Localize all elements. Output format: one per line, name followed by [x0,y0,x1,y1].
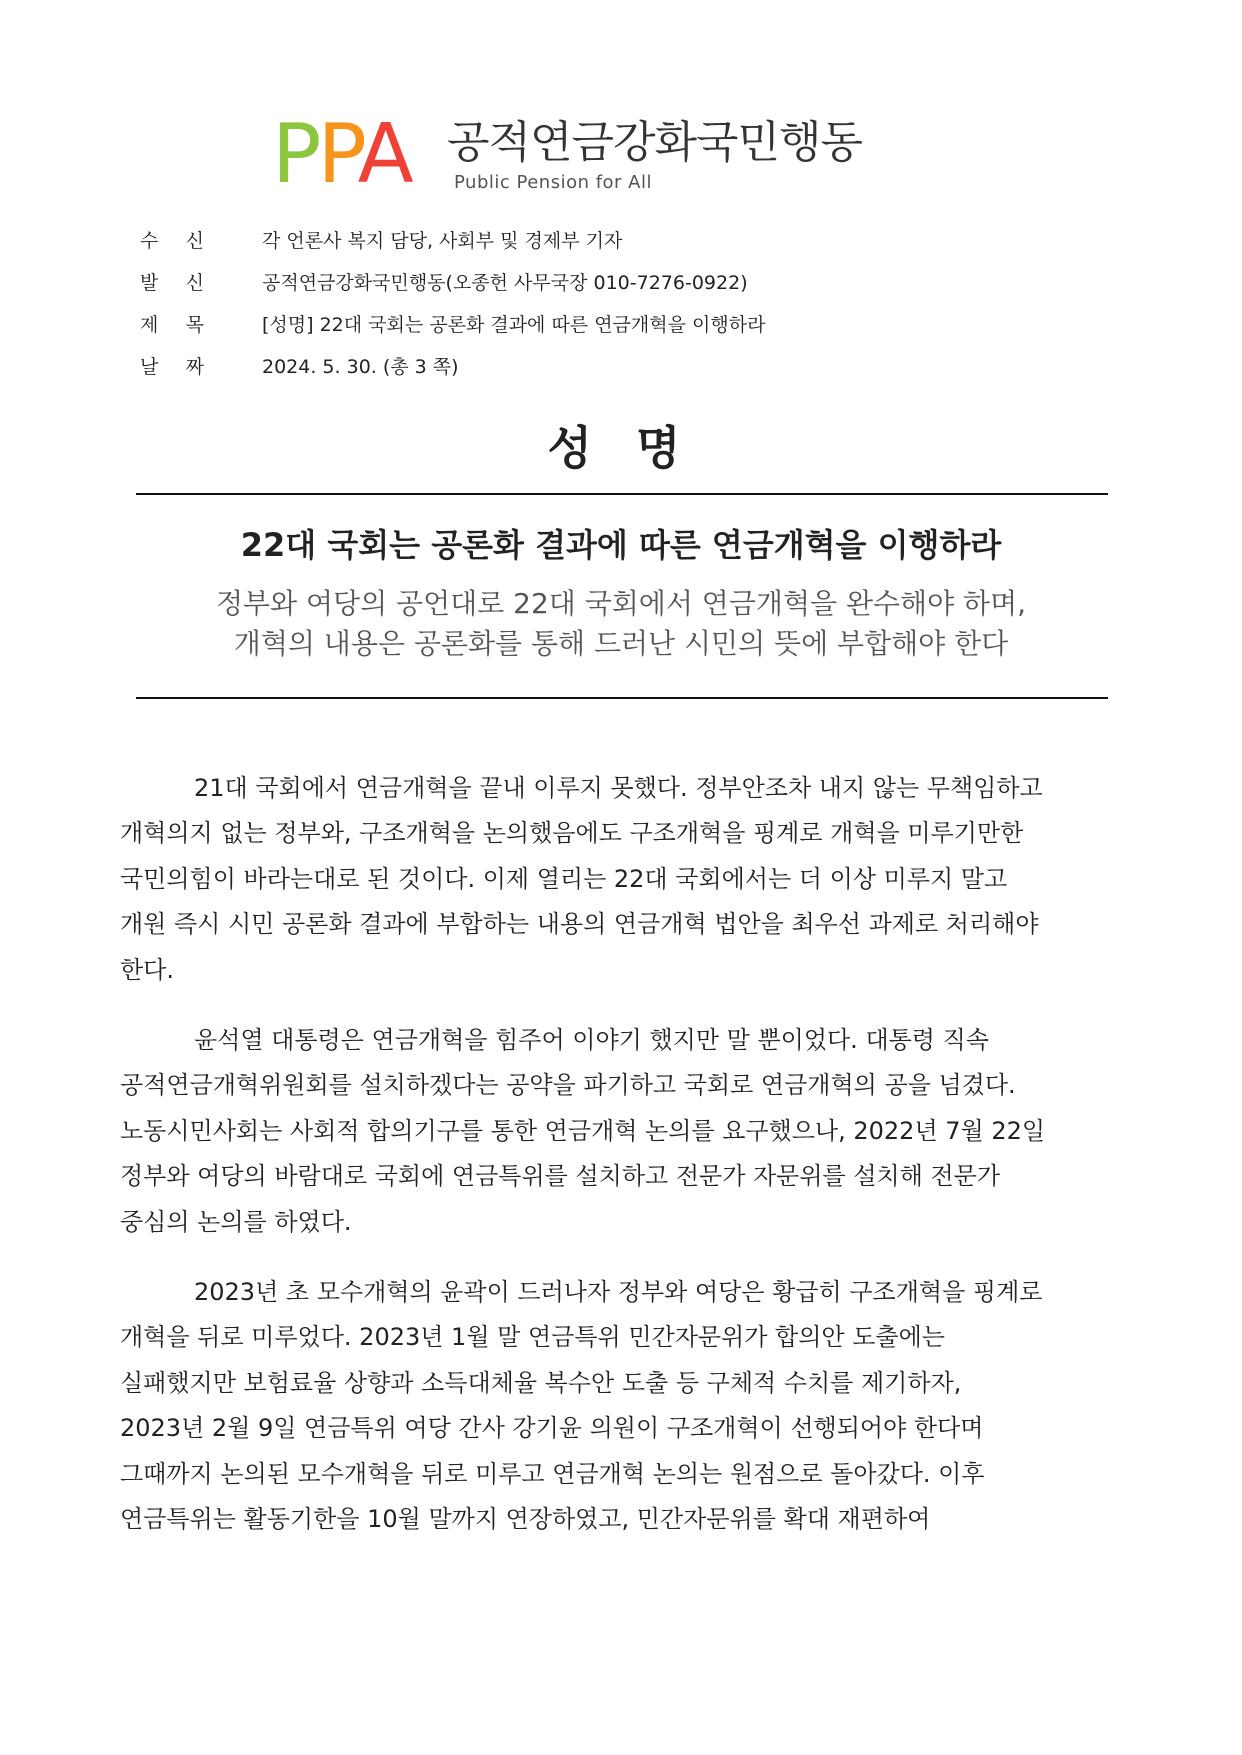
paragraph-line: 윤석열 대통령은 연금개혁을 힘주어 이야기 했지만 말 뿐이었다. 대통령 직속 [194,1026,989,1055]
headline: 22대 국회는 공론화 결과에 따른 연금개혁을 이행하라 [240,526,1002,564]
paragraph-line: 개혁의지 없는 정부와, 구조개혁을 논의했음에도 구조개혁을 핑계로 개혁을 미루기만한 [120,819,1024,848]
organization-subtitle: Public Pension for All [454,172,652,193]
paragraph-line: 중심의 논의를 하였다. [120,1207,352,1236]
paragraph-line: 그때까지 논의된 모수개혁을 뒤로 미루고 연금개혁 논의는 원점으로 돌아갔다. 이후 [120,1459,985,1488]
paragraph-line: 정부와 여당의 바람대로 국회에 연금특위를 설치하고 전문가 자문위를 설치해 전문가 [120,1162,1001,1191]
ppa-logo-mark: PPA [272,107,410,202]
paragraph-line: 한다. [120,955,174,984]
divider-bottom [136,697,1108,699]
statement-body [120,766,1130,1568]
paragraph [120,766,1130,993]
subheadline-line: 개혁의 내용은 공론화를 통해 드러난 시민의 뜻에 부합해야 한다 [233,627,1009,660]
meta-value: 각 언론사 복지 담당, 사회부 및 경제부 기자 [262,230,623,252]
paragraph-line: 21대 국회에서 연금개혁을 끝내 이루지 못했다. 정부안조차 내지 않는 무책임하고 [194,774,1043,802]
paragraph-line: 노동시민사회는 사회적 합의기구를 통한 연금개혁 논의를 요구했으나, 2022년 7월 22일 [120,1116,1046,1145]
paragraph-line: 2023년 2월 9일 연금특위 여당 간사 강기윤 의원이 구조개혁이 선행되어야 한다며 [120,1414,984,1443]
meta-value: 공적연금강화국민행동(오종헌 사무국장 010-7276-0922) [262,272,748,294]
paragraph [120,1018,1130,1245]
subheadline [0,584,1242,664]
meta-value: [성명] 22대 국회는 공론화 결과에 따른 연금개혁을 이행하라 [262,314,766,336]
organization-name: 공적연금강화국민행동 [447,117,863,168]
paragraph-line: 공적연금개혁위원회를 설치하겠다는 공약을 파기하고 국회로 연금개혁의 공을 넘겼다. [120,1071,1016,1100]
document-title: 성 명 [547,421,695,475]
divider-top [136,493,1108,495]
paragraph-line: 실패했지만 보험료율 상향과 소득대체율 복수안 도출 등 구체적 수치를 제기하자, [120,1368,962,1397]
paragraph-line: 개혁을 뒤로 미루었다. 2023년 1월 말 연금특위 민간자문위가 합의안 도출에는 [120,1323,945,1352]
paragraph [120,1270,1130,1542]
paragraph-line: 연금특위는 활동기한을 10월 말까지 연장하였고, 민간자문위를 확대 재편하여 [120,1505,931,1534]
meta-value: 2024. 5. 30. (총 3 쪽) [262,356,459,378]
meta-label: 제 목 [140,314,204,336]
meta-label: 날 짜 [140,356,204,378]
meta-label: 수 신 [140,230,204,252]
paragraph-line: 2023년 초 모수개혁의 윤곽이 드러나자 정부와 여당은 황급히 구조개혁을 핑계로 [194,1278,1043,1307]
meta-label: 발 신 [140,272,204,294]
paragraph-line: 개원 즉시 시민 공론화 결과에 부합하는 내용의 연금개혁 법안을 최우선 과제로 처리해야 [120,910,1039,939]
paragraph-line: 국민의힘이 바라는대로 된 것이다. 이제 열리는 22대 국회에서는 더 이상 미루지 말고 [120,864,1008,893]
subheadline-line: 정부와 여당의 공언대로 22대 국회에서 연금개혁을 완수해야 하며, [215,587,1027,620]
